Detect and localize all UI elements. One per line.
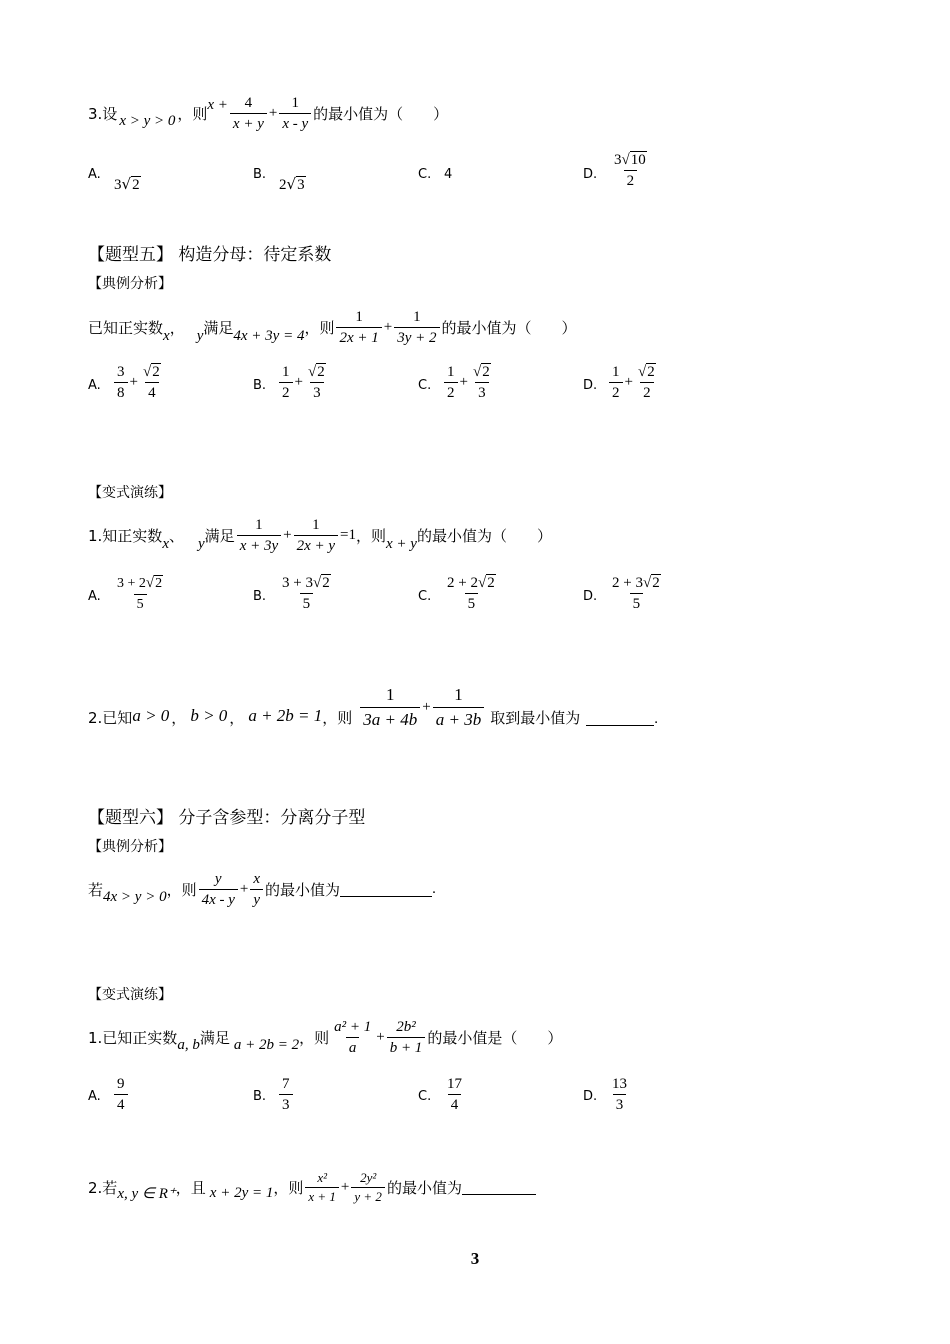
- q3-option-a-value: 3√2: [114, 175, 140, 193]
- type6-v1-option-b-letter: B.: [253, 1089, 267, 1104]
- q3-x: x +: [207, 96, 228, 113]
- type5-v1-option-a-letter: A.: [88, 589, 101, 604]
- q3-option-b-value: 2√3: [279, 175, 305, 193]
- type5-example-line: 已知正实数 x ， y 满足 4x + 3y = 4 ，则 $\frac{1}{2x + 1}$ + $\frac{1}{3y + 2}$ 的最小值为（ ）: [88, 308, 577, 346]
- type5-v1-option-d-value: $\frac{2 + 3√2}{5}$: [612, 575, 660, 612]
- page-number: 3: [470, 1249, 480, 1268]
- q3-option-b-letter: B.: [253, 167, 267, 182]
- type5-v1-option-a-value: $\frac{3 + 2√2}{5}$: [112, 573, 168, 615]
- type5-v2-answer-blank[interactable]: [586, 711, 654, 726]
- q3-condition: x > y > 0: [119, 112, 176, 129]
- type6-example-label: 【典例分析】: [88, 839, 172, 855]
- type5-ex-option-d-value: $\frac{1}{2}$ + $\frac{√2}{2}$: [607, 362, 661, 403]
- type5-ex-option-c-value: $\frac{1}{2}$ + $\frac{√2}{3}$: [442, 362, 496, 403]
- type5-v1-option-c-letter: C.: [418, 589, 432, 604]
- q3-mid: ，则: [177, 104, 208, 123]
- type5-v1-option-b-value: $\frac{3 + 3√2}{5}$: [282, 575, 330, 612]
- q3-option-c-value: 4: [444, 167, 453, 182]
- type6-v1-line: 1.已知正实数 a, b 满足 a + 2b = 2 ，则 $\frac{\text{a² + 1}}{a}$ + $\frac{\text{2b²}}{b + 1}$ 的最小值是（ ）: [88, 1018, 563, 1056]
- type5-v1-line: 1.知正实数 x 、 y 满足 $\frac{1}{x + 3y}$ + $\frac{1}{2x + y}$ =1 ，则 x + y 的最小值为（ ）: [88, 516, 552, 554]
- q3-option-d-value: $\frac{3√10}{2}$: [614, 152, 646, 189]
- type6-v1-option-a-value: $\frac{9}{4}$: [112, 1074, 130, 1115]
- type5-v1-option-b-letter: B.: [253, 589, 267, 604]
- q3-line: [88, 88, 448, 138]
- q3-fraction-1: $\frac{4}{x + y}$: [230, 93, 267, 134]
- type5-v1-option-d-letter: D.: [583, 589, 598, 604]
- q3-plus: +: [268, 104, 278, 121]
- type6-v2-answer-blank[interactable]: [462, 1180, 536, 1195]
- type6-v2-line: 2.若 x, y ∈ R⁺ ，且 x + 2y = 1 ，则 $\frac{\text{x²}}{x + 1}$ + $\frac{\text{2y²}}{y + 2}$ 的最小值为: [88, 1162, 536, 1212]
- q3-option-c-letter: C.: [418, 167, 432, 182]
- type5-example-label: 【典例分析】: [88, 276, 172, 292]
- type5-v1-option-c-value: $\frac{2 + 2√2}{5}$: [447, 575, 495, 612]
- type5-ex-option-c-letter: C.: [418, 378, 432, 393]
- q3-fraction-2: $\frac{1}{x - y}$: [279, 93, 311, 134]
- q3-tail: 的最小值为（ ）: [313, 104, 449, 123]
- type6-v1-option-c-letter: C.: [418, 1089, 432, 1104]
- type6-v1-option-c-value: $\frac{17}{4}$: [447, 1076, 462, 1113]
- type6-v1-option-d-value: $\frac{13}{3}$: [612, 1076, 627, 1113]
- type6-example-answer-blank[interactable]: [340, 882, 432, 897]
- q3-option-d-letter: D.: [583, 167, 598, 182]
- type6-v1-option-b-value: $\frac{7}{3}$: [277, 1074, 295, 1115]
- type6-variant-label: 【变式演练】: [88, 987, 172, 1003]
- type6-v1-option-d-letter: D.: [583, 1089, 598, 1104]
- type5-ex-option-a-value: $\frac{3}{8}$ + $\frac{√2}{4}$: [112, 362, 166, 403]
- type6-title: 【题型六】 分子含参型：分离分子型: [88, 808, 366, 828]
- type5-title: 【题型五】 构造分母：待定系数: [88, 245, 332, 265]
- type5-ex-option-a-letter: A.: [88, 378, 101, 393]
- type5-v2-line: 2.已知 a > 0 ， b > 0 ， a + 2b = 1 ，则 $\frac{1}{3a + 4b}$ + $\frac{1}{a + 3b}$ 取到最小值为 .: [88, 674, 658, 732]
- type6-v1-option-a-letter: A.: [88, 1089, 101, 1104]
- type6-example-line: 若 4x > y > 0 ，则 $\frac{y}{4x - y}$ + $\frac{x}{y}$ 的最小值为 .: [88, 870, 436, 908]
- type5-variant-label: 【变式演练】: [88, 485, 172, 501]
- type5-ex-option-b-letter: B.: [253, 378, 267, 393]
- type5-ex-option-b-value: $\frac{1}{2}$ + $\frac{√2}{3}$: [277, 362, 331, 403]
- type5-ex-option-d-letter: D.: [583, 378, 598, 393]
- q3-option-a-letter: A.: [88, 167, 101, 182]
- q3-label: 3.设: [88, 104, 118, 123]
